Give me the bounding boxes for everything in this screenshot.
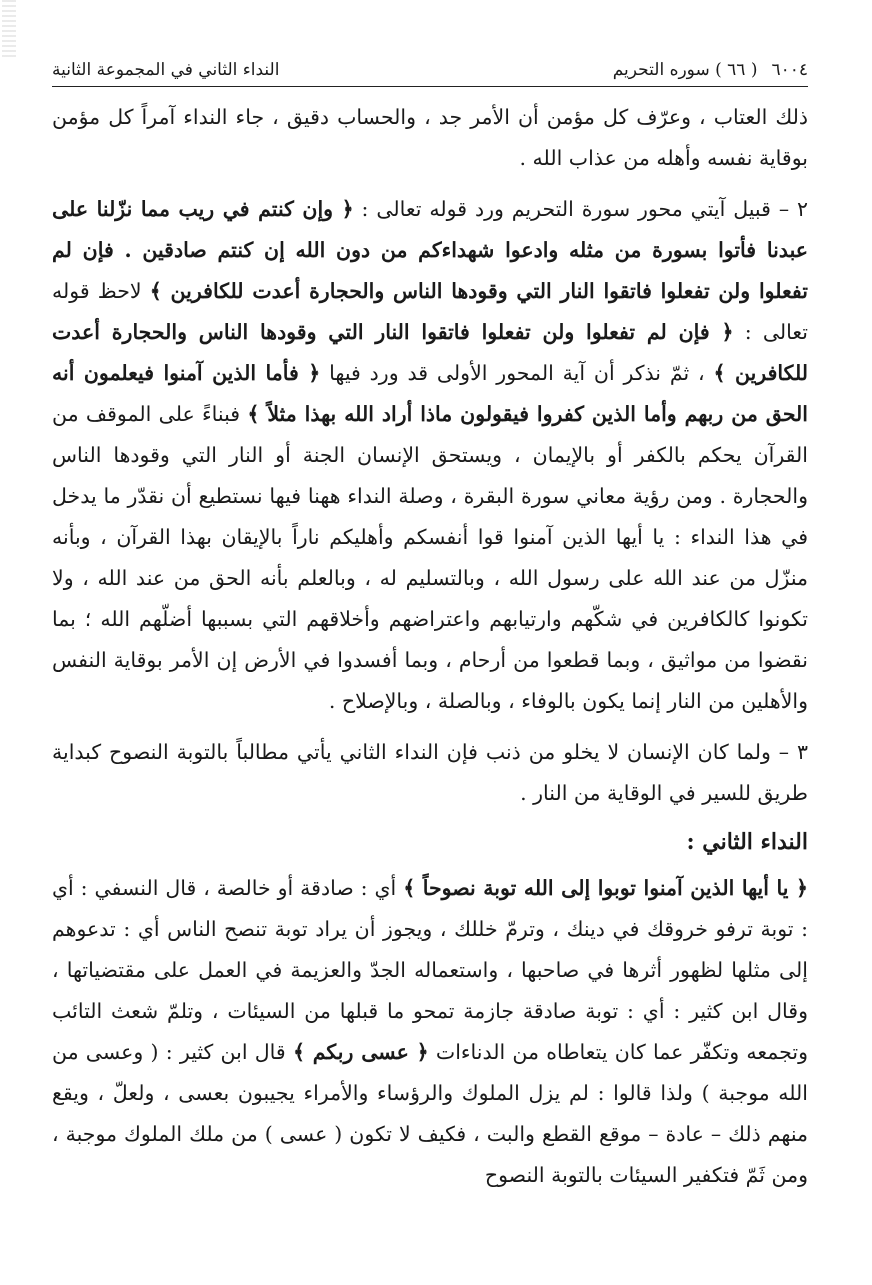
paragraph-3: ٣ – ولما كان الإنسان لا يخلو من ذنب فإن النداء الثاني يأتي مطالباً بالتوبة النصوح كبداية طريق للسير في الوقاية من النار . bbox=[52, 740, 808, 805]
p2-text-b: لاحظ قوله تعالى : bbox=[52, 279, 808, 344]
paragraph-2 bbox=[52, 189, 808, 722]
page-number: ٦٠٠٤ bbox=[771, 60, 808, 80]
p4-quran-quote-1: ﴿ يا أيها الذين آمنوا توبوا إلى الله توبة نصوحاً ﴾ bbox=[403, 876, 808, 900]
paragraph-1: ذلك العتاب ، وعرّف كل مؤمن أن الأمر جد ، والحساب دقيق ، جاء النداء آمراً كل مؤمن بوقاية نفسه وأهله من عذاب الله . bbox=[52, 105, 808, 170]
scan-edge-mark bbox=[2, 0, 16, 60]
p2-quran-quote-1: ﴿ وإن كنتم في ريب مما نزّلنا على عبدنا فأتوا بسورة من مثله وادعوا شهداءكم من دون الله إن كنتم صادقين . فإن لم تفعلوا ولن تفعلوا فاتقوا النار التي وقودها الناس والحجارة أعدت للكافرين ﴾ bbox=[52, 197, 808, 303]
p2-text-d: فبناءً على الموقف من القرآن يحكم بالكفر أو بالإيمان ، ويستحق الإنسان الجنة أو النار التي وقودها الناس والحجارة . ومن رؤية معاني سورة البقرة ، وصلة النداء ههنا فيها نستطيع أن نقدّر ما يدخل في هذا النداء : يا أيها الذين آمنوا قوا أنفسكم وأهليكم ناراً بالإيقان بهذا القرآن ، وبأنه منزّل من عند الله على رسول الله ، وبالتسليم له ، وبالعلم بأنه الحق من عند الله ، ولا تكونوا كالكافرين في شكّهم وارتيابهم واعتراضهم وأخلاقهم التي بسببها أضلّهم الله ؛ بما نقضوا من مواثيق ، وبما قطعوا من أرحام ، وبما أفسدوا في الأرض إن الأمر بوقاية النفس والأهلين من النار إنما يكون بالوفاء ، وبالصلة ، وبالإصلاح . bbox=[52, 402, 808, 713]
p2-text-c: ، ثمّ نذكر أن آية المحور الأولى قد ورد فيها bbox=[320, 361, 714, 385]
book-page bbox=[52, 60, 808, 1196]
p2-quran-quote-2: ﴿ فإن لم تفعلوا ولن تفعلوا فاتقوا النار التي وقودها الناس والحجارة أعدت للكافرين ﴾ bbox=[52, 320, 808, 385]
surah-title: ( ٦٦ ) سوره التحريم bbox=[612, 60, 758, 80]
p4-text-b: قال ابن كثير : ( وعسى من الله موجبة ) ولذا قالوا : لم يزل الملوك والرؤساء والأمراء يجيبون بعسى ، ولعلّ ، ويقع منهم ذلك – عادة – موقع القطع والبت ، فكيف لا تكون ( عسى ) من ملك الملوك موجبة ، ومن ثَمّ فتكفير السيئات بالتوبة النصوح bbox=[52, 1040, 808, 1187]
paragraph-4 bbox=[52, 868, 808, 1196]
page-header bbox=[52, 60, 808, 87]
section-heading: النداء الثاني : bbox=[686, 829, 808, 855]
p2-text-a: ٢ – قبيل آيتي محور سورة التحريم ورد قوله تعالى : bbox=[353, 197, 808, 221]
p2-quran-quote-3: ﴿ فأما الذين آمنوا فيعلمون أنه الحق من ربهم وأما الذين كفروا فيقولون ماذا أراد الله بهذا مثلاً ﴾ bbox=[52, 361, 809, 426]
p4-quran-quote-2: ﴿ عسى ربكم ﴾ bbox=[292, 1040, 429, 1064]
p4-text-a: أي : صادقة أو خالصة ، قال النسفي : أي : توبة ترفو خروقك في دينك ، وترمّ خللك ، ويجوز أن يراد توبة تنصح الناس أي : تدعوهم إلى مثلها لظهور أثرها في صاحبها ، واستعماله الجدّ والعزيمة في العمل على مقتضياتها ، وقال ابن كثير : أي : توبة صادقة جازمة تمحو ما قبلها من السيئات ، وتلمّ شعث التائب وتجمعه وتكفّر عما كان يتعاطاه من الدناءات bbox=[52, 876, 808, 1064]
section-title: النداء الثاني في المجموعة الثانية bbox=[52, 60, 280, 80]
header-right bbox=[613, 60, 808, 80]
